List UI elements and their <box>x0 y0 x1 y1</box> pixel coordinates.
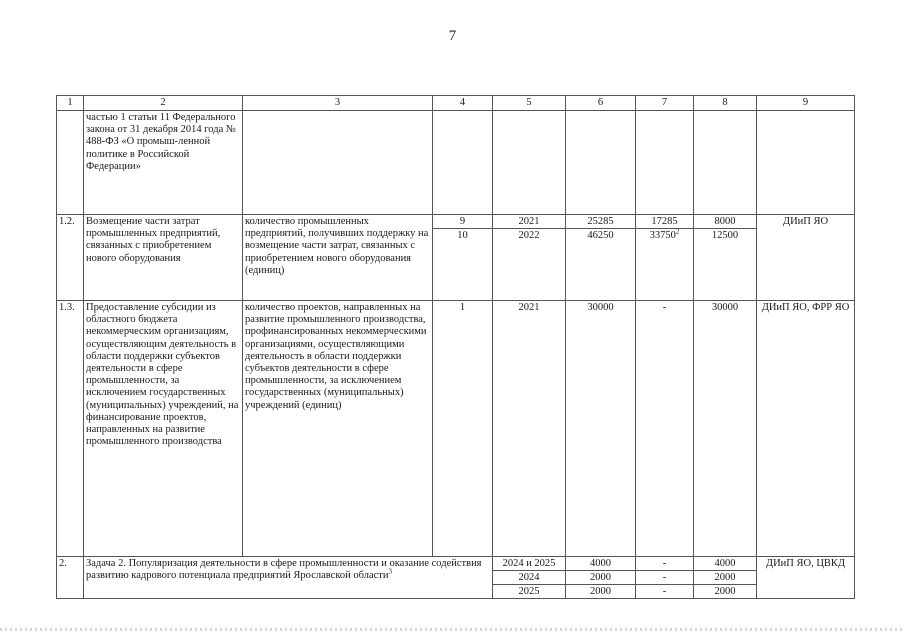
measure-name: Возмещение части затрат промышленных предприятий, связанных с приобретением нового оборудования <box>84 215 243 301</box>
year-cell: 2024 <box>493 570 565 584</box>
page-number: 7 <box>448 28 457 44</box>
table-row-1-3 <box>57 301 855 557</box>
year-cell: 2022 <box>493 228 565 242</box>
value-col7: - <box>662 558 667 569</box>
header-row <box>57 96 855 111</box>
footnote-mark: 3 <box>388 567 392 576</box>
row-number: 2. <box>57 557 84 599</box>
value-col4: 10 <box>433 228 492 242</box>
value-col6: 25285 <box>587 216 614 227</box>
year-cell: 2024 и 2025 <box>502 558 556 569</box>
header-cell: 7 <box>636 96 694 111</box>
row-number: 1.3. <box>57 301 84 557</box>
header-cell: 6 <box>566 96 636 111</box>
value-col7: - <box>636 570 693 584</box>
year-cell: 2025 <box>493 584 565 598</box>
indicator-text: количество промышленных предприятий, получивших поддержку на возмещение части затрат, связанных с приобретением нового оборудования (единиц) <box>243 215 433 301</box>
program-table <box>56 95 855 599</box>
table-row-continuation <box>57 111 855 215</box>
value-col8: 8000 <box>714 216 736 227</box>
scan-artifact <box>0 628 905 631</box>
value-col6: 30000 <box>566 301 636 557</box>
continuation-text: частью 1 статьи 11 Федерального закона от 31 декабря 2014 года № 488-ФЗ «О промыш-ленной политике в Российской Федерации» <box>84 111 243 215</box>
header-cell: 5 <box>493 96 566 111</box>
value-col6: 4000 <box>590 558 611 569</box>
header-cell: 8 <box>694 96 757 111</box>
value-col7: - <box>636 584 693 598</box>
executor: ДИиП ЯО, ЦВКД <box>757 557 855 599</box>
value-col6: 2000 <box>566 570 635 584</box>
row-number: 1.2. <box>57 215 84 301</box>
table-row-2 <box>57 557 855 599</box>
year-cell: 2021 <box>518 216 540 227</box>
value-col6: 46250 <box>566 228 635 242</box>
header-cell: 9 <box>757 96 855 111</box>
value-col7: - <box>636 301 694 557</box>
measure-name: Предоставление субсидии из областного бюджета некоммерческим организациям, осуществляющим деятельность в области поддержки субъектов деятельности в сфере промышленности, за исключением государственных (муниципальных) учреждений, на финансирование проектов, направленных на развитие промышленного производства <box>84 301 243 557</box>
header-cell: 2 <box>84 96 243 111</box>
year-cell: 2021 <box>493 301 566 557</box>
task-text: Задача 2. Популяризация деятельности в сфере промышленности и оказание содействия развитию кадрового потенциала предприятий Ярославской области$^3$ <box>84 557 493 599</box>
header-cell: 4 <box>433 96 493 111</box>
value-col4: 9 <box>459 216 466 227</box>
value-col7: 33750$^2$ <box>636 228 693 242</box>
value-col8: 2000 <box>694 584 756 598</box>
value-col7: 17285 <box>651 216 678 227</box>
indicator-text: количество проектов, направленных на развитие промышленного производства, профинансированных некоммерческими организациями, осуществляющими деятельность в области поддержки субъектов деятельности в сфере промышленности, за исключением государственных (муниципальных) учреждений (единиц) <box>243 301 433 557</box>
header-cell: 3 <box>243 96 433 111</box>
value-col8: 2000 <box>694 570 756 584</box>
value-col4: 1 <box>433 301 493 557</box>
footnote-mark: 2 <box>675 227 680 236</box>
value-col8: 4000 <box>714 558 736 569</box>
executor: ДИиП ЯО <box>757 215 855 301</box>
value-col8: 12500 <box>694 228 756 242</box>
value-col8: 30000 <box>694 301 757 557</box>
executor: ДИиП ЯО, ФРР ЯО <box>757 301 855 557</box>
header-cell: 1 <box>57 96 84 111</box>
value-col6: 2000 <box>566 584 635 598</box>
table-row-1-2 <box>57 215 855 301</box>
